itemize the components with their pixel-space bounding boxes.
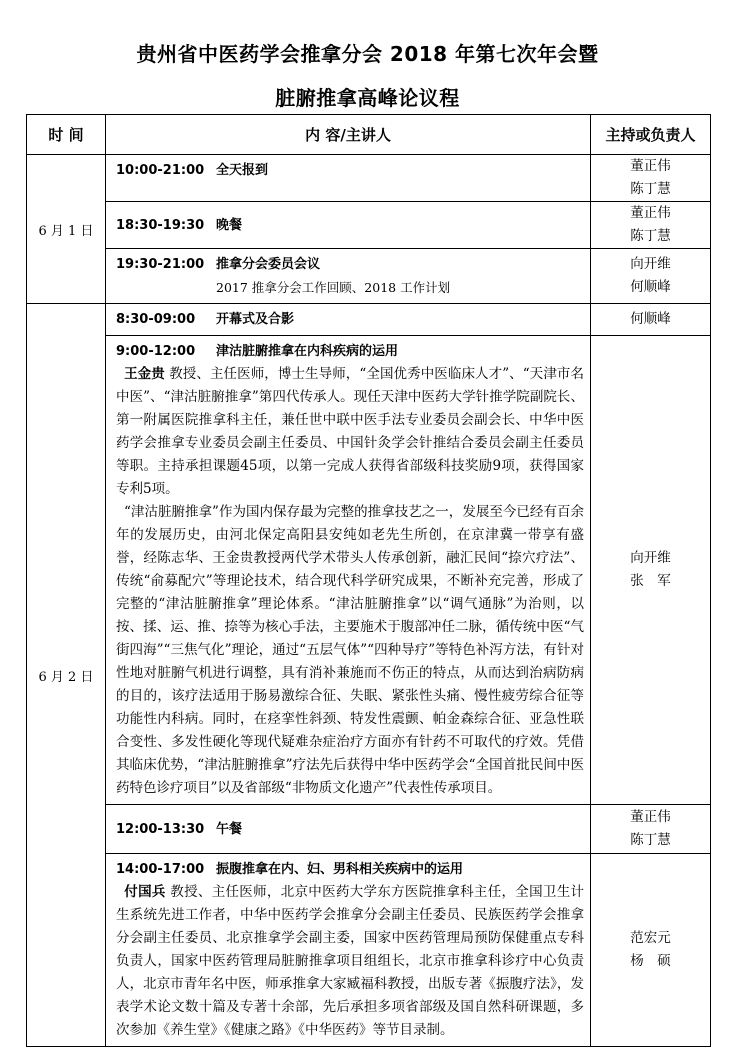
- session-content: [106, 155, 591, 202]
- session-title: 振腹推拿在内、妇、男科相关疾病中的运用: [216, 862, 464, 877]
- session-title: 晚餐: [216, 217, 243, 233]
- host-cell: [591, 249, 711, 304]
- session-content: [106, 202, 591, 249]
- header-content: 内 容/主讲人: [106, 115, 591, 155]
- host-name: 范宏元: [630, 930, 671, 946]
- host-name: 董正伟: [630, 205, 671, 221]
- host-name: 董正伟: [630, 809, 671, 825]
- table-row: [27, 155, 711, 202]
- host-cell: [591, 805, 711, 854]
- session-content: [106, 854, 591, 1047]
- host-name: 张 军: [630, 573, 671, 589]
- host-name: 向开维: [630, 550, 671, 566]
- table-row: [27, 304, 711, 336]
- header-time: 时 间: [27, 115, 106, 155]
- session-time: 19:30-21:00: [116, 257, 205, 272]
- host-name: 陈丁慧: [630, 181, 671, 197]
- host-name: 陈丁慧: [630, 832, 671, 848]
- session-title: 午餐: [216, 821, 243, 837]
- host-name: 何顺峰: [630, 279, 671, 295]
- session-time: 14:00-17:00: [116, 862, 205, 877]
- speaker-name: 付国兵: [124, 884, 166, 900]
- host-name: 何顺峰: [630, 311, 671, 327]
- host-name: 向开维: [630, 256, 671, 272]
- session-subtitle: 2017 推拿分会工作回顾、2018 工作计划: [216, 280, 451, 295]
- session-content: [106, 249, 591, 304]
- document-title-line2: 脏腑推拿高峰论议程: [275, 86, 460, 110]
- host-name: 董正伟: [630, 158, 671, 174]
- session-time: 12:00-13:30: [116, 821, 205, 837]
- session-content: [106, 805, 591, 854]
- date-cell: 6 月 2 日: [27, 304, 106, 1047]
- session-content: [106, 336, 591, 805]
- table-row: [27, 854, 711, 1047]
- session-time: 18:30-19:30: [116, 217, 205, 233]
- session-time: 8:30-09:00: [116, 312, 196, 327]
- session-title: 全天报到: [216, 163, 269, 178]
- session-title: 推拿分会委员会议: [216, 257, 321, 272]
- speaker-name: 王金贵: [124, 366, 165, 382]
- table-row: [27, 202, 711, 249]
- session-content: [106, 304, 591, 336]
- session-time: 9:00-12:00: [116, 344, 196, 359]
- session-title: 开幕式及合影: [216, 312, 295, 327]
- host-cell: [591, 336, 711, 805]
- table-row: [27, 805, 711, 854]
- session-time: 10:00-21:00: [116, 163, 205, 178]
- host-cell: [591, 202, 711, 249]
- date-cell: 6 月 1 日: [27, 155, 106, 304]
- session-title: 津沽脏腑推拿在内科疾病的运用: [216, 344, 399, 359]
- table-header-row: [27, 115, 711, 155]
- table-row: [27, 336, 711, 805]
- document-title-line1: 贵州省中医药学会推拿分会 2018 年第七次年会暨: [136, 42, 599, 66]
- header-host: 主持或负责人: [591, 115, 711, 155]
- table-row: [27, 249, 711, 304]
- host-cell: [591, 304, 711, 336]
- host-cell: [591, 854, 711, 1047]
- schedule-table: [26, 114, 711, 1047]
- topic-intro: “津沽脏腑推拿”作为国内保存最为完整的推拿技艺之一，发展至今已经有百余年的发展历史，由河北保定高阳县安纯如老先生所创，在京津冀一带享有盛誉，经陈志华、王金贵教授两代学术带头人传承创新，融汇民间“捺穴疗法”、传统“俞募配穴”等理论技术，结合现代科学研究成果，不断补充完善，形成了完整的“津沽脏腑推拿”理论体系。“津沽脏腑推拿”以“调气通脉”为治则，以按、揉、运、推、捺等为核心手法，主要施术于腹部冲任二脉，循传统中医“气街四海”“三焦气化”理论，通过“五层气体”“四种导疗”等特色补泻方法，有针对性地对脏腑气机进行调整，具有消补兼施而不伤正的特点，从而达到治病防病的目的，该疗法适用于肠易激综合征、失眠、紧张性头痛、慢性疲劳综合征等功能性内科病。同时，在痉挛性斜颈、特发性震颤、帕金森综合征、亚急性联合变性、多发性硬化等现代疑难杂症治疗方面亦有针药不可取代的疗效。凭借其临床优势，“津沽脏腑推拿”疗法先后获得中华中医药学会“全国首批民间中医药特色诊疗项目”以及省部级“非物质文化遗产”代表性传承项目。: [116, 504, 584, 796]
- host-name: 杨 硕: [630, 953, 671, 969]
- speaker-bio: 付国兵 教授、主任医师，北京中医药大学东方医院推拿科主任，全国卫生计生系统先进工作者，中华中医药学会推拿分会副主任委员、民族医药学会推拿分会副主任委员、北京推拿学会副主委，国家中医药管理局预防保健重点专科负责人，国家中医药管理局脏腑推拿项目组组长，北京市推拿科诊疗中心负责人，北京市青年名中医，师承推拿大家臧福科教授，出版专著《振腹疗法》，发表学术论文数十篇及专著十余部，先后承担多项省部级及国自然科研课题，多次参加《养生堂》《健康之路》《中华医药》等节目录制。: [116, 884, 584, 1038]
- host-name: 陈丁慧: [630, 228, 671, 244]
- speaker-bio: 王金贵 教授、主任医师，博士生导师，“全国优秀中医临床人才”、“天津市名中医”、“津沽脏腑推拿”第四代传承人。现任天津中医药大学针推学院副院长、第一附属医院推拿科主任，兼任世中联中医手法专业委员会副会长、中华中医药学会推拿专业委员会副主任委员、中国针灸学会针推结合委员会副主任委员等职。主持承担课题45项，以第一完成人获得省部级科技奖励9项，获得国家专利5项。: [116, 366, 584, 497]
- host-cell: [591, 155, 711, 202]
